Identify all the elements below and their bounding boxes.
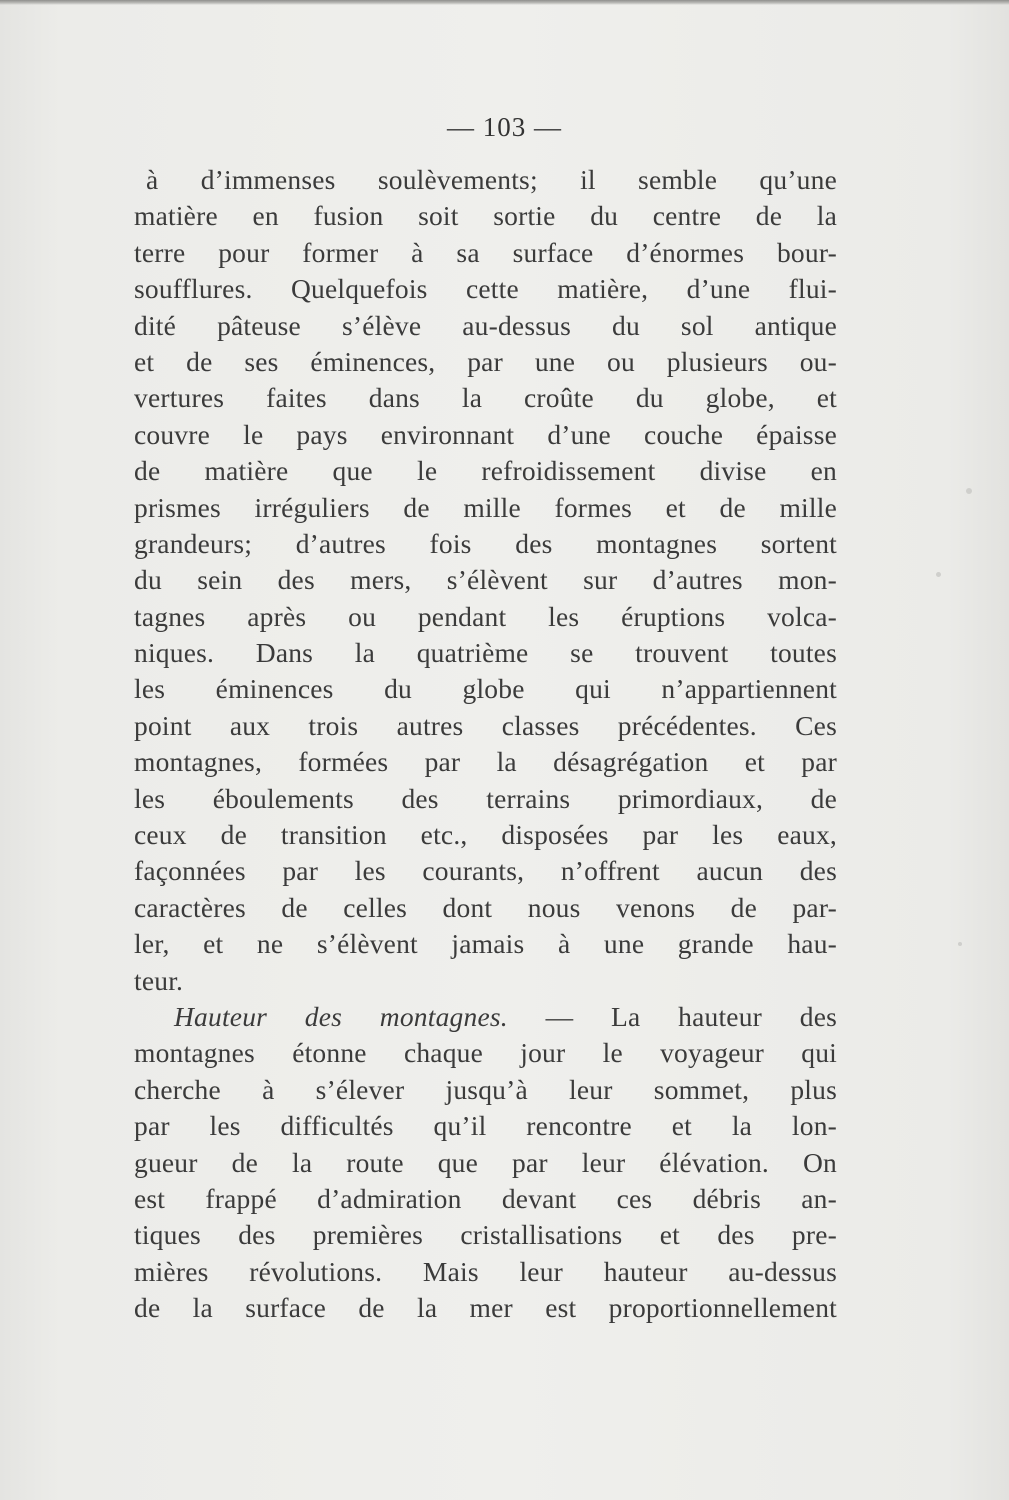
text-line: terre pour former à sa surface d’énormes bour- — [134, 236, 837, 268]
text-line: façonnées par les courants, n’offrent aucun des — [134, 855, 837, 887]
text-line: dité pâteuse s’élève au-dessus du sol antique — [134, 309, 837, 341]
text-line: gueur de la route que par leur élévation. On — [134, 1146, 837, 1178]
text-line: de matière que le refroidissement divise en — [134, 455, 837, 487]
text-line: est frappé d’admiration devant ces débris an- — [134, 1182, 837, 1214]
text-line: les éboulements des terrains primordiaux, de — [134, 782, 837, 814]
text-line: cherche à s’élever jusqu’à leur sommet, plus — [134, 1073, 837, 1105]
text-line: teur. — [134, 964, 184, 996]
text-line: tiques des premières cristallisations et des pre- — [134, 1219, 837, 1251]
text-line: vertures faites dans la croûte du globe, et — [134, 382, 837, 414]
text-line: niques. Dans la quatrième se trouvent toutes — [134, 637, 837, 669]
text-line: mières révolutions. Mais leur hauteur au-dessus — [134, 1255, 837, 1287]
section-first-line-rest: — La hauteur des — [507, 1000, 837, 1032]
text-line: montagnes, formées par la désagrégation et par — [134, 746, 837, 778]
text-line: caractères de celles dont nous venons de par- — [134, 891, 837, 923]
text-line: soufflures. Quelquefois cette matière, d’une flui- — [134, 273, 837, 305]
text-line: montagnes étonne chaque jour le voyageur qui — [134, 1037, 837, 1069]
text-line: du sein des mers, s’élèvent sur d’autres mon- — [134, 564, 837, 596]
text-line: matière en fusion soit sortie du centre de la — [134, 200, 837, 232]
text-line: à d’immenses soulèvements; il semble qu’une — [146, 164, 837, 195]
paper-speck — [936, 572, 941, 577]
page-top-edge — [0, 0, 1009, 5]
text-line: point aux trois autres classes précédentes. Ces — [134, 709, 837, 741]
text-line: tagnes après ou pendant les éruptions volca- — [134, 600, 837, 632]
text-line: ler, et ne s’élèvent jamais à une grande hau- — [134, 928, 837, 960]
text-line: par les difficultés qu’il rencontre et la lon- — [134, 1110, 837, 1142]
text-line: grandeurs; d’autres fois des montagnes sortent — [134, 527, 837, 559]
text-line: prismes irréguliers de mille formes et de mille — [134, 491, 837, 523]
text-line: les éminences du globe qui n’appartiennent — [134, 673, 837, 705]
text-line: de la surface de la mer est proportionnellement — [134, 1292, 837, 1324]
page-number: — 103 — — [447, 112, 562, 142]
text-line: et de ses éminences, par une ou plusieurs ou- — [134, 345, 837, 377]
section-first-line — [134, 999, 837, 1035]
text-line: couvre le pays environnant d’une couche épaisse — [134, 418, 837, 450]
section-heading: Hauteur des montagnes. — [174, 1000, 508, 1032]
paper-speck — [966, 488, 972, 494]
body-text — [134, 162, 837, 1327]
text-line: ceux de transition etc., disposées par les eaux, — [134, 819, 837, 851]
paper-speck — [958, 942, 962, 946]
